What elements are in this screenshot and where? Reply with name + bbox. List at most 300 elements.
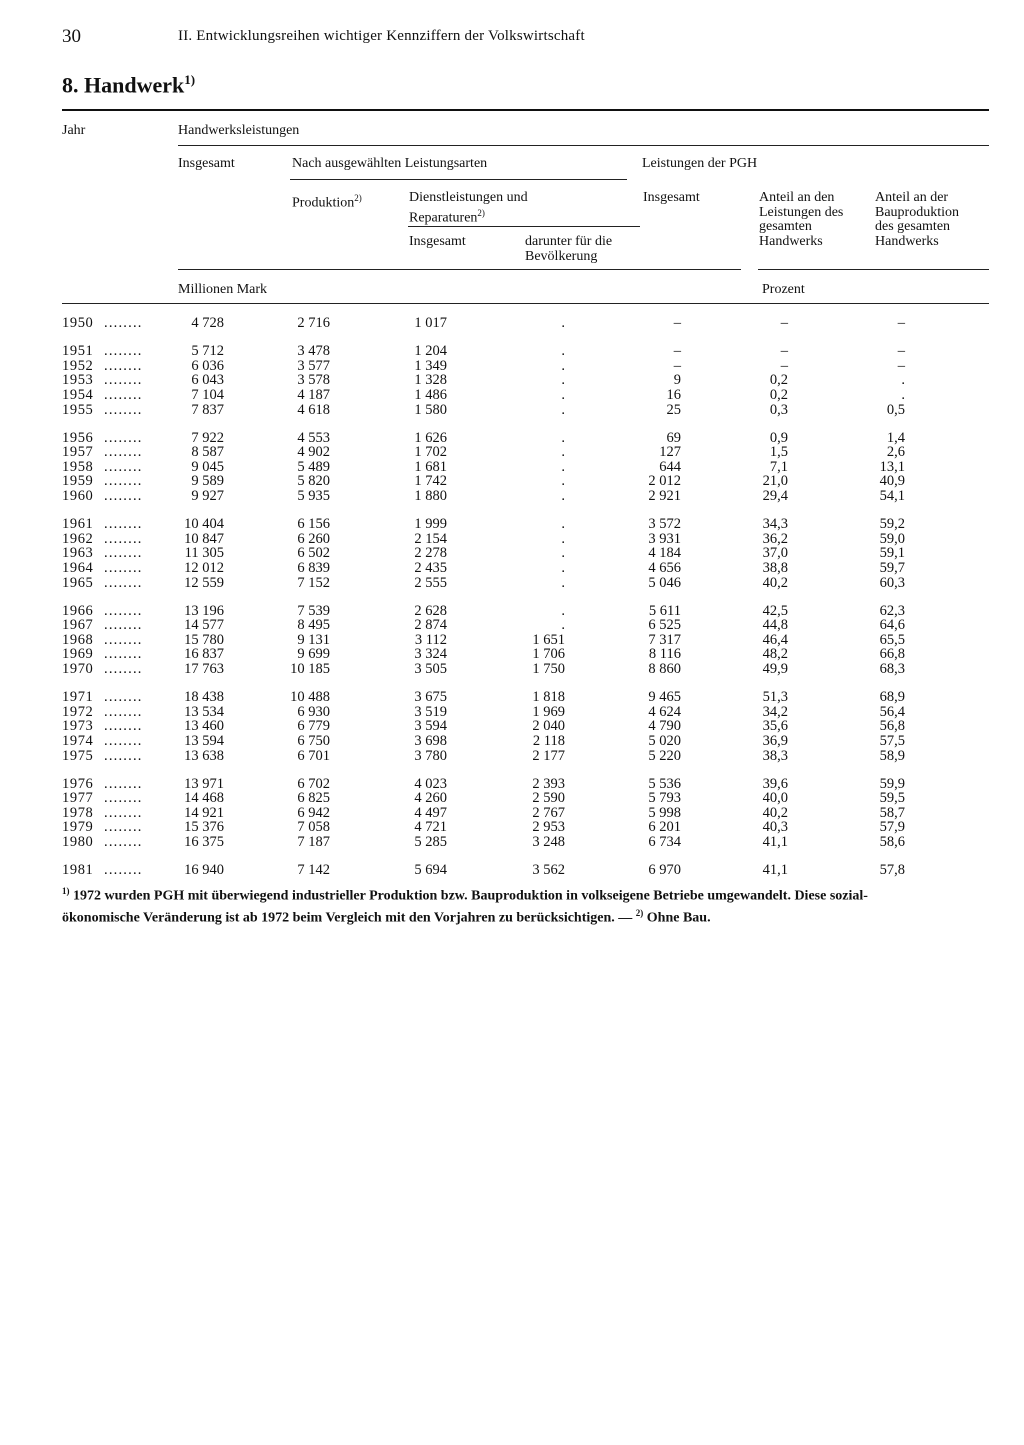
leader-dots: ........: [104, 703, 143, 720]
cell-c3: 2 278: [414, 545, 447, 562]
header-anteil-leistungen-line2: Leistungen des: [759, 204, 844, 220]
cell-c1: 16 940: [184, 862, 224, 879]
leader-dots: ........: [104, 732, 143, 749]
footnotes: [62, 883, 994, 926]
cell-c6: 46,4: [762, 631, 788, 648]
cell-c7: 58,6: [879, 834, 905, 850]
cell-c2: 6 702: [297, 775, 330, 792]
header-handwerksleistungen: Handwerksleistungen: [178, 123, 300, 138]
row-year: 1951: [62, 343, 94, 360]
cell-c5: –: [673, 343, 681, 360]
cell-c3: 2 154: [414, 530, 447, 547]
cell-c2: 2 716: [297, 315, 330, 331]
cell-c2: 7 539: [297, 602, 330, 619]
cell-c4: 1 818: [532, 689, 565, 706]
footnote-2-text: Ohne Bau.: [643, 910, 711, 926]
cell-c1: 13 971: [184, 775, 224, 792]
table-row: [0, 575, 1024, 590]
cell-c1: 14 468: [184, 790, 224, 807]
leader-dots: ........: [104, 718, 143, 735]
row-year: 1958: [62, 458, 94, 475]
cell-c3: 3 594: [414, 718, 447, 735]
cell-c7: .: [901, 386, 905, 403]
row-year: 1980: [62, 834, 94, 850]
cell-c1: 9 589: [191, 473, 224, 490]
cell-c2: 5 820: [297, 473, 330, 490]
cell-c6: 0,3: [769, 401, 788, 418]
cell-c2: 7 142: [297, 862, 330, 879]
cell-c7: 2,6: [886, 444, 905, 461]
cell-c3: 3 698: [414, 732, 447, 749]
leader-dots: ........: [104, 559, 143, 576]
row-year: 1955: [62, 401, 94, 418]
leader-dots: ........: [104, 458, 143, 475]
cell-c6: 44,8: [762, 617, 788, 634]
header-nach-leistungsarten: Nach ausgewählten Leistungsarten: [292, 156, 488, 171]
cell-c7: .: [901, 372, 905, 389]
row-year: 1970: [62, 661, 94, 677]
leader-dots: ........: [104, 315, 143, 331]
header-jahr: Jahr: [62, 123, 86, 138]
cell-c2: 6 701: [297, 747, 330, 764]
cell-c2: 6 930: [297, 703, 330, 720]
cell-c6: 7,1: [769, 458, 788, 475]
cell-c5: 6 734: [648, 834, 681, 850]
cell-c2: 7 187: [297, 834, 330, 850]
table-row: [0, 632, 1024, 647]
cell-c2: 10 488: [290, 689, 330, 706]
row-year: 1954: [62, 386, 94, 403]
cell-c5: 5 020: [648, 732, 681, 749]
leader-dots: ........: [104, 661, 143, 677]
cell-c1: 16 837: [184, 646, 224, 663]
table-row: [0, 776, 1024, 791]
cell-c4: 2 177: [532, 747, 565, 764]
cell-c1: 12 012: [184, 559, 224, 576]
cell-c2: 7 152: [297, 574, 330, 591]
cell-c5: 4 624: [648, 703, 681, 720]
cell-c7: 58,9: [879, 747, 905, 764]
table-row: [0, 459, 1024, 474]
cell-c4: .: [561, 357, 565, 374]
cell-c7: 60,3: [879, 574, 905, 591]
row-year: 1950: [62, 315, 94, 331]
cell-c1: 15 376: [184, 819, 224, 836]
cell-c4: .: [561, 559, 565, 576]
table-row: [0, 718, 1024, 733]
header-dienstleistungen-line2-text: Reparaturen: [409, 210, 478, 226]
cell-c2: 3 478: [297, 343, 330, 360]
leader-dots: ........: [104, 343, 143, 360]
cell-c4: 1 651: [532, 631, 565, 648]
cell-c5: 2 012: [648, 473, 681, 490]
table-row: [0, 834, 1024, 849]
cell-c7: 54,1: [879, 488, 905, 504]
leader-dots: ........: [104, 646, 143, 663]
cell-c5: 5 536: [648, 775, 681, 792]
cell-c2: 7 058: [297, 819, 330, 836]
cell-c7: 57,8: [879, 862, 905, 879]
row-year: 1981: [62, 862, 94, 879]
leader-dots: ........: [104, 617, 143, 634]
header-darunter-line1: darunter für die: [525, 234, 613, 249]
cell-c7: 62,3: [879, 602, 905, 619]
cell-c6: 0,2: [769, 386, 788, 403]
cell-c1: 15 780: [184, 631, 224, 648]
cell-c7: 59,0: [879, 530, 905, 547]
cell-c7: 66,8: [879, 646, 905, 663]
cell-c3: 1 999: [414, 516, 447, 533]
leader-dots: ........: [104, 574, 143, 591]
cell-c6: 37,0: [762, 545, 788, 562]
cell-c5: 644: [659, 458, 681, 475]
cell-c4: .: [561, 530, 565, 547]
cell-c5: 7 317: [648, 631, 681, 648]
cell-c2: 10 185: [290, 661, 330, 677]
footnote-1-mark: 1): [62, 886, 70, 896]
cell-c7: 59,9: [879, 775, 905, 792]
cell-c5: 4 184: [648, 545, 681, 562]
cell-c3: 5 694: [414, 862, 447, 879]
cell-c5: 16: [666, 386, 681, 403]
cell-c4: 3 248: [532, 834, 565, 850]
cell-c2: 4 902: [297, 444, 330, 461]
row-year: 1960: [62, 488, 94, 504]
running-head: II. Entwicklungsreihen wichtiger Kennziffern der Volkswirtschaft: [178, 28, 585, 44]
cell-c1: 10 847: [184, 530, 224, 547]
cell-c5: –: [673, 315, 681, 331]
cell-c2: 6 825: [297, 790, 330, 807]
cell-c3: 4 023: [414, 775, 447, 792]
footnote-2-mark: 2): [635, 907, 644, 918]
cell-c1: 7 104: [191, 386, 224, 403]
cell-c1: 13 460: [184, 718, 224, 735]
table-row: [0, 790, 1024, 805]
cell-c4: .: [561, 444, 565, 461]
cell-c4: .: [561, 545, 565, 562]
cell-c6: 35,6: [762, 718, 788, 735]
cell-c1: 9 927: [191, 488, 224, 504]
header-anteil-leistungen-line1: Anteil an den: [759, 190, 835, 205]
cell-c2: 6 839: [297, 559, 330, 576]
unit-prozent: Prozent: [762, 282, 805, 297]
cell-c1: 9 045: [191, 458, 224, 475]
cell-c2: 8 495: [297, 617, 330, 634]
table-row: [0, 689, 1024, 704]
cell-c3: 1 681: [414, 458, 447, 475]
cell-c3: 5 285: [414, 834, 447, 850]
cell-c5: 5 793: [648, 790, 681, 807]
table-row: [0, 387, 1024, 402]
cell-c3: 4 260: [414, 790, 447, 807]
section-title-text: 8. Handwerk: [62, 72, 185, 98]
cell-c1: 5 712: [191, 343, 224, 360]
cell-c3: 1 580: [414, 401, 447, 418]
cell-c2: 9 131: [297, 631, 330, 648]
table-row: [0, 603, 1024, 618]
cell-c2: 6 502: [297, 545, 330, 562]
cell-c5: 69: [666, 429, 681, 446]
cell-c1: 7 837: [191, 401, 224, 418]
row-year: 1977: [62, 790, 94, 807]
leader-dots: ........: [104, 775, 143, 792]
cell-c4: .: [561, 602, 565, 619]
cell-c4: 1 750: [532, 661, 565, 677]
row-year: 1972: [62, 703, 94, 720]
table-row: [0, 315, 1024, 330]
row-year: 1967: [62, 617, 94, 634]
leader-dots: ........: [104, 488, 143, 504]
cell-c5: 5 220: [648, 747, 681, 764]
cell-c1: 14 577: [184, 617, 224, 634]
cell-c7: 59,1: [879, 545, 905, 562]
row-year: 1959: [62, 473, 94, 490]
cell-c7: 59,7: [879, 559, 905, 576]
cell-c3: 2 555: [414, 574, 447, 591]
cell-c4: .: [561, 372, 565, 389]
cell-c7: 56,4: [879, 703, 905, 720]
header-insgesamt: Insgesamt: [178, 156, 235, 171]
cell-c3: 1 349: [414, 357, 447, 374]
cell-c4: .: [561, 516, 565, 533]
cell-c4: .: [561, 343, 565, 360]
header-produktion-note: 2): [354, 193, 362, 203]
cell-c6: 39,6: [762, 775, 788, 792]
table-row: [0, 444, 1024, 459]
row-year: 1969: [62, 646, 94, 663]
cell-c2: 3 578: [297, 372, 330, 389]
cell-c2: 9 699: [297, 646, 330, 663]
cell-c7: –: [897, 357, 905, 374]
table-row: [0, 516, 1024, 531]
row-year: 1968: [62, 631, 94, 648]
cell-c2: 5 489: [297, 458, 330, 475]
cell-c6: 1,5: [769, 444, 788, 461]
leader-dots: ........: [104, 834, 143, 850]
cell-c5: 6 525: [648, 617, 681, 634]
leader-dots: ........: [104, 819, 143, 836]
header-anteil-leistungen-line4: Handwerks: [759, 233, 823, 249]
section-title-footnote-ref: 1): [184, 72, 196, 87]
cell-c5: –: [673, 357, 681, 374]
cell-c4: .: [561, 401, 565, 418]
cell-c6: 49,9: [762, 661, 788, 677]
cell-c5: 9 465: [648, 689, 681, 706]
table-row: [0, 545, 1024, 560]
cell-c7: 40,9: [879, 473, 905, 490]
cell-c4: 2 953: [532, 819, 565, 836]
table-row: [0, 704, 1024, 719]
cell-c7: 13,1: [879, 458, 905, 475]
header-dienstleistungen-note: 2): [477, 207, 485, 218]
cell-c3: 3 675: [414, 689, 447, 706]
cell-c4: 1 706: [532, 646, 565, 663]
cell-c4: .: [561, 386, 565, 403]
cell-c1: 17 763: [184, 661, 224, 677]
row-year: 1975: [62, 747, 94, 764]
row-year: 1973: [62, 718, 94, 735]
cell-c4: .: [561, 617, 565, 634]
cell-c3: 3 112: [414, 631, 447, 648]
cell-c6: –: [780, 357, 788, 374]
cell-c3: 2 874: [414, 617, 447, 634]
cell-c1: 13 594: [184, 732, 224, 749]
cell-c1: 6 036: [191, 357, 224, 374]
cell-c2: 6 779: [297, 718, 330, 735]
table-row: [0, 617, 1024, 632]
cell-c1: 10 404: [184, 516, 224, 533]
cell-c3: 1 328: [414, 372, 447, 389]
cell-c3: 4 721: [414, 819, 447, 836]
table-row: [0, 372, 1024, 387]
cell-c5: 6 201: [648, 819, 681, 836]
cell-c1: 12 559: [184, 574, 224, 591]
cell-c4: 2 590: [532, 790, 565, 807]
leader-dots: ........: [104, 747, 143, 764]
cell-c1: 13 534: [184, 703, 224, 720]
cell-c6: 34,3: [762, 516, 788, 533]
cell-c6: 36,2: [762, 530, 788, 547]
cell-c3: 2 435: [414, 559, 447, 576]
cell-c6: 0,9: [769, 429, 788, 446]
cell-c7: 59,5: [879, 790, 905, 807]
cell-c2: 4 187: [297, 386, 330, 403]
cell-c7: 0,5: [886, 401, 905, 418]
cell-c6: 36,9: [762, 732, 788, 749]
cell-c4: 2 767: [532, 804, 565, 821]
cell-c6: –: [780, 315, 788, 331]
cell-c6: 51,3: [762, 689, 788, 706]
cell-c1: 13 196: [184, 602, 224, 619]
table-row: [0, 402, 1024, 417]
leader-dots: ........: [104, 473, 143, 490]
unit-millionen-mark: Millionen Mark: [178, 282, 268, 297]
cell-c4: .: [561, 473, 565, 490]
row-year: 1962: [62, 530, 94, 547]
leader-dots: ........: [104, 602, 143, 619]
footnote-1-line2: ökonomische Veränderung ist ab 1972 beim Vergleich mit den Vorjahren zu berücksichtigen. —: [62, 910, 636, 926]
row-year: 1961: [62, 516, 94, 533]
table-row: [0, 560, 1024, 575]
cell-c3: 4 497: [414, 804, 447, 821]
cell-c1: 7 922: [191, 429, 224, 446]
cell-c2: 6 156: [297, 516, 330, 533]
cell-c7: 68,9: [879, 689, 905, 706]
cell-c7: –: [897, 315, 905, 331]
cell-c2: 4 553: [297, 429, 330, 446]
table-row: [0, 646, 1024, 661]
table-row: [0, 862, 1024, 877]
cell-c6: 34,2: [762, 703, 788, 720]
cell-c1: 18 438: [184, 689, 224, 706]
row-year: 1978: [62, 804, 94, 821]
header-darunter-line2: Bevölkerung: [525, 248, 598, 264]
cell-c3: 1 702: [414, 444, 447, 461]
header-anteil-bau-line3: des gesamten: [875, 219, 951, 234]
cell-c1: 16 375: [184, 834, 224, 850]
cell-c6: 40,2: [762, 804, 788, 821]
cell-c4: .: [561, 315, 565, 331]
cell-c5: 3 572: [648, 516, 681, 533]
table-row: [0, 430, 1024, 445]
cell-c2: 5 935: [297, 488, 330, 504]
cell-c6: 40,2: [762, 574, 788, 591]
cell-c3: 1 742: [414, 473, 447, 490]
cell-c4: 2 118: [532, 732, 565, 749]
cell-c6: 21,0: [762, 473, 788, 490]
cell-c6: –: [780, 343, 788, 360]
row-year: 1976: [62, 775, 94, 792]
header-dienstleistungen-line1: Dienstleistungen und: [409, 190, 528, 205]
header-leistungen-pgh: Leistungen der PGH: [642, 156, 758, 171]
cell-c4: .: [561, 488, 565, 504]
leader-dots: ........: [104, 386, 143, 403]
cell-c6: 38,8: [762, 559, 788, 576]
header-anteil-leistungen-line3: gesamten: [759, 219, 812, 234]
header-anteil-bau-line1: Anteil an der: [875, 190, 949, 205]
cell-c6: 41,1: [762, 862, 788, 879]
cell-c5: 4 790: [648, 718, 681, 735]
cell-c4: 1 969: [532, 703, 565, 720]
leader-dots: ........: [104, 689, 143, 706]
cell-c5: 5 611: [648, 602, 681, 619]
table-row: [0, 358, 1024, 373]
leader-dots: ........: [104, 401, 143, 418]
cell-c5: 8 860: [648, 661, 681, 677]
cell-c3: 1 626: [414, 429, 447, 446]
table-row: [0, 661, 1024, 676]
table-row: [0, 805, 1024, 820]
cell-c6: 38,3: [762, 747, 788, 764]
row-year: 1974: [62, 732, 94, 749]
cell-c1: 13 638: [184, 747, 224, 764]
cell-c6: 42,5: [762, 602, 788, 619]
cell-c3: 3 324: [414, 646, 447, 663]
cell-c7: 57,5: [879, 732, 905, 749]
row-year: 1964: [62, 559, 94, 576]
cell-c1: 11 305: [184, 545, 224, 562]
cell-c6: 40,3: [762, 819, 788, 836]
row-year: 1963: [62, 545, 94, 562]
cell-c7: 1,4: [886, 429, 905, 446]
cell-c7: –: [897, 343, 905, 360]
footnote-1-continued: [62, 905, 994, 927]
table-row: [0, 748, 1024, 763]
header-anteil-bau-line4: Handwerks: [875, 233, 939, 249]
cell-c7: 64,6: [879, 617, 905, 634]
cell-c1: 14 921: [184, 804, 224, 821]
table-row: [0, 343, 1024, 358]
leader-dots: ........: [104, 804, 143, 821]
row-year: 1952: [62, 357, 94, 374]
row-year: 1953: [62, 372, 94, 389]
footnote-1: [62, 883, 994, 905]
leader-dots: ........: [104, 372, 143, 389]
table-row: [0, 819, 1024, 834]
cell-c4: 2 393: [532, 775, 565, 792]
cell-c3: 1 017: [414, 315, 447, 331]
cell-c7: 58,7: [879, 804, 905, 821]
cell-c5: 4 656: [648, 559, 681, 576]
cell-c4: .: [561, 429, 565, 446]
leader-dots: ........: [104, 429, 143, 446]
page-number: 30: [62, 26, 81, 47]
cell-c4: 3 562: [532, 862, 565, 879]
leader-dots: ........: [104, 444, 143, 461]
cell-c6: 48,2: [762, 646, 788, 663]
cell-c4: 2 040: [532, 718, 565, 735]
cell-c2: 4 618: [297, 401, 330, 418]
